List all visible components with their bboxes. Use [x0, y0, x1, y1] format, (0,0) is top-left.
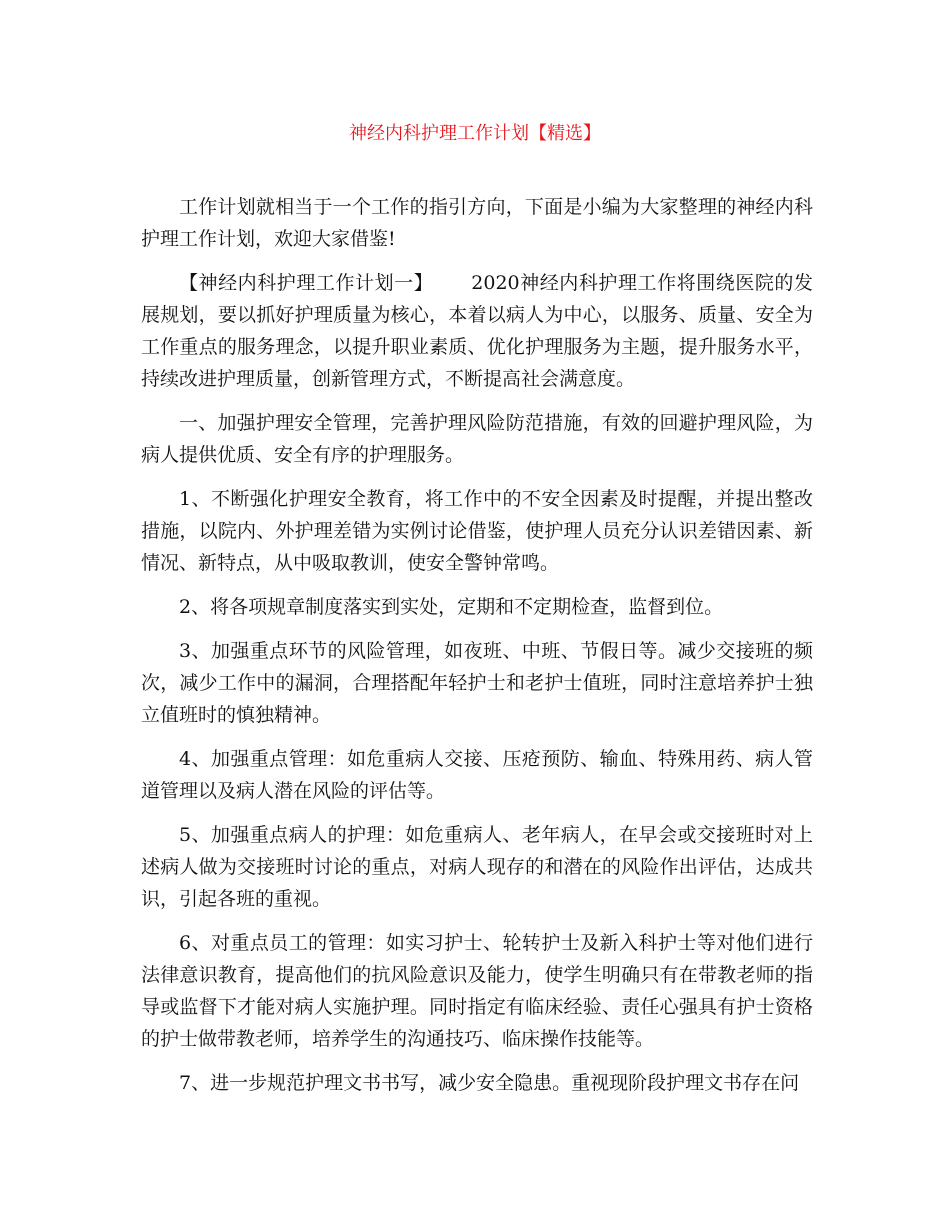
document-body [141, 191, 813, 1099]
plan-one-text: 2020神经内科护理工作将围绕医院的发展规划，要以抓好护理质量为核心，本着以病人为中心，以服务、质量、安全为工作重点的服务理念，以提升职业素质、优化护理服务为主题，提升服务水平，持续改进护理质量，创新管理方式，不断提高社会满意度。 [141, 272, 813, 390]
paragraph-plan-one [141, 267, 813, 395]
paragraph-item-5: 5、加强重点病人的护理：如危重病人、老年病人，在早会或交接班时对上述病人做为交接班时讨论的重点，对病人现存的和潜在的风险作出评估，达成共识，引起各班的重视。 [141, 824, 813, 910]
document-title: 神经内科护理工作计划【精选】 [349, 123, 601, 144]
paragraph-item-7: 7、进一步规范护理文书书写，减少安全隐患。重视现阶段护理文书存在问 [179, 1072, 800, 1094]
paragraph-item-1: 1、不断强化护理安全教育，将工作中的不安全因素及时提醒，并提出整改措施，以院内、外护理差错为实例讨论借鉴，使护理人员充分认识差错因素、新情况、新特点，从中吸取教训，使安全警钟常鸣。 [141, 488, 813, 574]
paragraph-item-3: 3、加强重点环节的风险管理，如夜班、中班、节假日等。减少交接班的频次，减少工作中的漏洞，合理搭配年轻护士和老护士值班，同时注意培养护士独立值班时的慎独精神。 [141, 640, 813, 726]
paragraph-item-6: 6、对重点员工的管理：如实习护士、轮转护士及新入科护士等对他们进行法律意识教育，提高他们的抗风险意识及能力，使学生明确只有在带教老师的指导或监督下才能对病人实施护理。同时指定有临床经验、责任心强具有护士资格的护士做带教老师，培养学生的沟通技巧、临床操作技能等。 [141, 932, 813, 1050]
paragraph-item-2: 2、将各项规章制度落实到实处，定期和不定期检查，监督到位。 [179, 596, 724, 618]
paragraph-section-one: 一、加强护理安全管理，完善护理风险防范措施，有效的回避护理风险，为病人提供优质、安全有序的护理服务。 [141, 412, 813, 466]
paragraph-intro: 工作计划就相当于一个工作的指引方向，下面是小编为大家整理的神经内科护理工作计划，欢迎大家借鉴! [141, 196, 813, 250]
plan-one-heading: 【神经内科护理工作计划一】 [179, 272, 434, 294]
paragraph-item-4: 4、加强重点管理：如危重病人交接、压疮预防、输血、特殊用药、病人管道管理以及病人潜在风险的评估等。 [141, 748, 813, 802]
